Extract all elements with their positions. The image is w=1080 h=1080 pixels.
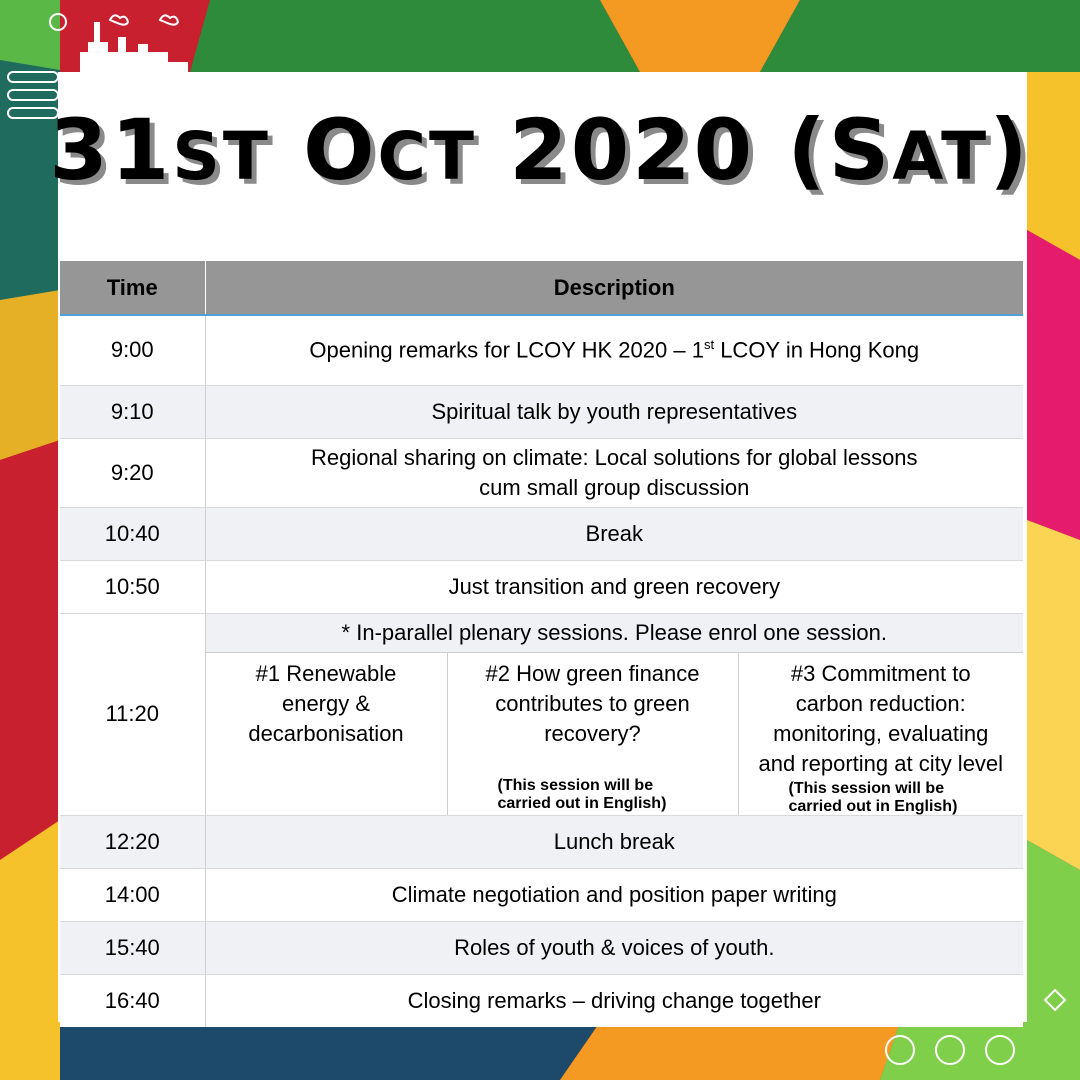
parallel-note: * In-parallel plenary sessions. Please enrol one session. [205,613,1023,652]
table-row [60,921,1023,974]
description-cell: Closing remarks – driving change together [205,974,1023,1027]
table-row [60,315,1023,385]
description-cell: Just transition and green recovery [205,560,1023,613]
table-row [60,507,1023,560]
time-cell: 10:50 [60,560,205,613]
english-session-note: (This session will be carried out in English) [788,779,958,815]
description-cell: Roles of youth & voices of youth. [205,921,1023,974]
table-header-row [60,261,1023,315]
parallel-sessions-row [60,652,1023,815]
time-cell: 9:20 [60,438,205,507]
description-cell: Regional sharing on climate: Local solutions for global lessons cum small group discussion [205,438,1023,507]
time-cell: 12:20 [60,815,205,868]
time-cell: 10:40 [60,507,205,560]
description-column-header: Description [205,261,1023,315]
table-row [60,385,1023,438]
description-cell: Opening remarks for LCOY HK 2020 – 1st LCOY in Hong Kong [205,315,1023,385]
page-title: 31ST OCT 2020 (SAT) [49,101,1031,199]
table-row [60,815,1023,868]
description-cell: Lunch break [205,815,1023,868]
description-cell: Spiritual talk by youth representatives [205,385,1023,438]
description-cell: Climate negotiation and position paper writing [205,868,1023,921]
table-row [60,438,1023,507]
time-cell: 11:20 [60,613,205,815]
session-1-cell: #1 Renewable energy & decarbonisation [205,652,447,815]
table-row [60,560,1023,613]
time-cell: 15:40 [60,921,205,974]
description-cell: Break [205,507,1023,560]
table-row [60,868,1023,921]
session-3-cell: #3 Commitment to carbon reduction: monitoring, evaluating and reporting at city level (This session will be carried out in English) [738,652,1023,815]
time-cell: 14:00 [60,868,205,921]
schedule-table [60,261,1023,1027]
time-cell: 9:00 [60,315,205,385]
parallel-note-row [60,613,1023,652]
time-cell: 9:10 [60,385,205,438]
session-2-cell: #2 How green finance contributes to green recovery? (This session will be carried out in English) [447,652,738,815]
time-cell: 16:40 [60,974,205,1027]
table-row [60,974,1023,1027]
english-session-note: (This session will be carried out in English) [497,776,667,812]
time-column-header: Time [60,261,205,315]
